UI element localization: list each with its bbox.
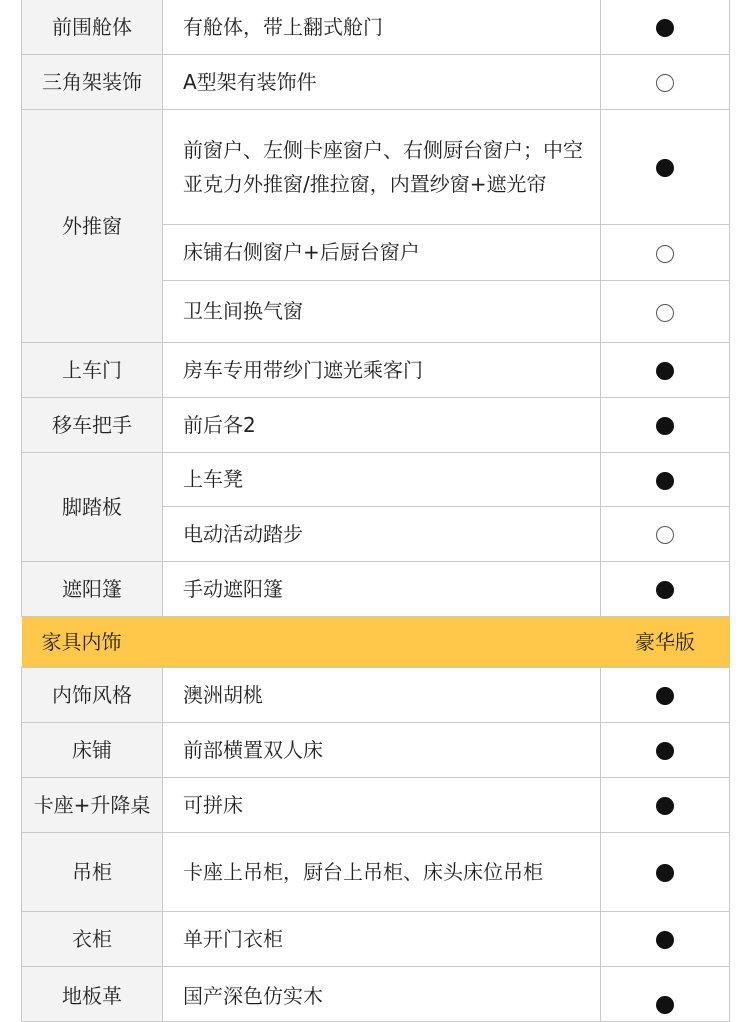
filled-circle-icon — [656, 159, 674, 177]
row-description: 前窗户、左侧卡座窗户、右侧厨台窗户；中空亚克力外推窗/推拉窗，内置纱窗+遮光帘 — [163, 109, 601, 224]
row-category: 脚踏板 — [22, 452, 163, 561]
row-description: 上车凳 — [163, 452, 601, 506]
filled-circle-icon — [656, 581, 674, 599]
table-row — [22, 667, 730, 722]
row-category: 前围舱体 — [22, 0, 163, 54]
standard-mark — [601, 966, 730, 1021]
row-description: 房车专用带纱门遮光乘客门 — [163, 342, 601, 397]
standard-mark — [601, 911, 730, 966]
row-description: 卫生间换气窗 — [163, 280, 601, 342]
row-category: 卡座+升降桌 — [22, 777, 163, 832]
table-row — [22, 342, 730, 397]
table-row — [22, 452, 730, 506]
optional-mark — [601, 506, 730, 561]
standard-mark — [601, 397, 730, 452]
optional-mark — [601, 280, 730, 342]
standard-mark — [601, 452, 730, 506]
standard-mark — [601, 832, 730, 911]
filled-circle-icon — [656, 687, 674, 705]
standard-mark — [601, 0, 730, 54]
table-row — [22, 832, 730, 911]
row-description: A型架有装饰件 — [163, 54, 601, 109]
row-description: 前后各2 — [163, 397, 601, 452]
row-description: 电动活动踏步 — [163, 506, 601, 561]
table-row — [22, 109, 730, 224]
row-description: 床铺右侧窗户+后厨台窗户 — [163, 224, 601, 280]
row-description: 单开门衣柜 — [163, 911, 601, 966]
row-category: 遮阳篷 — [22, 561, 163, 616]
row-description: 有舱体，带上翻式舱门 — [163, 0, 601, 54]
edition-label: 豪华版 — [601, 616, 730, 667]
table-row — [22, 777, 730, 832]
filled-circle-icon — [656, 417, 674, 435]
filled-circle-icon — [656, 19, 674, 37]
optional-mark — [601, 224, 730, 280]
row-category: 吊柜 — [22, 832, 163, 911]
row-category: 三角架装饰 — [22, 54, 163, 109]
table-row — [22, 54, 730, 109]
table-row — [22, 722, 730, 777]
table-row — [22, 966, 730, 1021]
filled-circle-icon — [656, 742, 674, 760]
row-category: 外推窗 — [22, 109, 163, 342]
empty-circle-icon — [656, 245, 674, 263]
row-category: 移车把手 — [22, 397, 163, 452]
empty-circle-icon — [656, 526, 674, 544]
filled-circle-icon — [656, 931, 674, 949]
standard-mark — [601, 342, 730, 397]
table-row — [22, 397, 730, 452]
filled-circle-icon — [656, 996, 674, 1014]
spec-table — [21, 0, 730, 1022]
optional-mark — [601, 54, 730, 109]
row-description: 国产深色仿实木 — [163, 966, 601, 1021]
table-row — [22, 561, 730, 616]
row-category: 床铺 — [22, 722, 163, 777]
section-title: 家具内饰 — [22, 616, 601, 667]
table-row — [22, 0, 730, 54]
filled-circle-icon — [656, 472, 674, 490]
filled-circle-icon — [656, 864, 674, 882]
standard-mark — [601, 722, 730, 777]
standard-mark — [601, 109, 730, 224]
row-category: 内饰风格 — [22, 667, 163, 722]
standard-mark — [601, 777, 730, 832]
standard-mark — [601, 667, 730, 722]
empty-circle-icon — [656, 304, 674, 322]
table-row — [22, 911, 730, 966]
standard-mark — [601, 561, 730, 616]
section-header — [22, 616, 730, 667]
filled-circle-icon — [656, 797, 674, 815]
row-category: 地板革 — [22, 966, 163, 1021]
row-description: 前部横置双人床 — [163, 722, 601, 777]
row-description: 澳洲胡桃 — [163, 667, 601, 722]
filled-circle-icon — [656, 362, 674, 380]
row-category: 上车门 — [22, 342, 163, 397]
row-description: 可拼床 — [163, 777, 601, 832]
row-description: 卡座上吊柜，厨台上吊柜、床头床位吊柜 — [163, 832, 601, 911]
row-category: 衣柜 — [22, 911, 163, 966]
empty-circle-icon — [656, 74, 674, 92]
row-description: 手动遮阳篷 — [163, 561, 601, 616]
